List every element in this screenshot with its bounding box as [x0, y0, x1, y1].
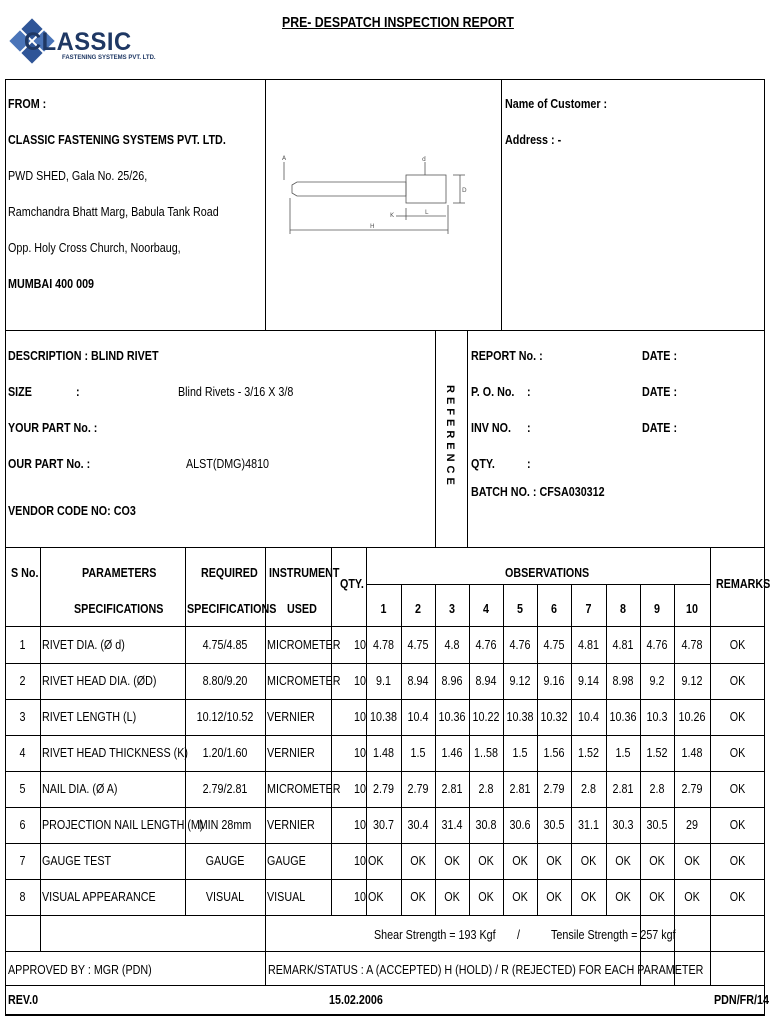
row-spec: 2.79/2.81 [202, 782, 248, 796]
row-parameter: RIVET DIA. (Ø d) [42, 638, 125, 652]
obs-cell: OK [615, 890, 631, 904]
obs-cell: 4.78 [373, 638, 394, 652]
obs-cell: 10.3 [646, 710, 668, 724]
obs-cell: OK [684, 890, 700, 904]
row-remark: OK [729, 638, 746, 652]
row-parameter: NAIL DIA. (Ø A) [42, 782, 118, 796]
row-instrument: VERNIER [267, 746, 315, 760]
obs-col-number: 5 [517, 602, 523, 616]
row-remark: OK [729, 890, 746, 904]
from-address-line-1: PWD SHED, Gala No. 25/26, [8, 169, 148, 183]
qty-label: QTY. [471, 457, 495, 471]
customer-address-label: Address : - [505, 133, 562, 147]
row-sno: 7 [19, 854, 26, 868]
obs-cell: 9.2 [649, 674, 665, 688]
obs-cell: 2.8 [581, 782, 596, 796]
shear-strength: Shear Strength = 193 Kgf [374, 928, 496, 942]
row-parameter: RIVET HEAD THICKNESS (K) [42, 746, 188, 760]
obs-col-number: 1 [380, 602, 387, 616]
obs-cell: 30.6 [509, 818, 531, 832]
tensile-strength: Tensile Strength = 257 kgf [551, 928, 676, 942]
row-instrument: VISUAL [267, 890, 306, 904]
row-instrument: MICROMETER [267, 638, 341, 652]
obs-cell: 2.79 [407, 782, 429, 796]
obs-cell: OK [580, 890, 597, 904]
inv-date: DATE : [642, 421, 678, 435]
vendor-code: VENDOR CODE NO: CO3 [8, 504, 136, 518]
row-instrument: VERNIER [267, 710, 315, 724]
reference-label: REFERENCE [444, 385, 456, 489]
obs-cell: 4.76 [509, 638, 531, 652]
obs-cell: 10.36 [609, 710, 637, 724]
obs-cell: 2.79 [373, 782, 394, 796]
row-qty: 10 [354, 890, 366, 904]
obs-cell: 1.5 [615, 746, 631, 760]
obs-cell: 8.94 [475, 674, 497, 688]
obs-cell: 4.81 [578, 638, 599, 652]
obs-cell: OK [410, 890, 426, 904]
from-company-name: CLASSIC FASTENING SYSTEMS PVT. LTD. [8, 133, 226, 147]
qty-colon: : [527, 457, 531, 471]
batch-no: BATCH NO. : CFSA030312 [471, 485, 605, 499]
obs-col-number: 6 [551, 602, 557, 616]
obs-cell: 4.8 [444, 638, 460, 652]
obs-cell: OK [368, 854, 384, 868]
obs-cell: 9.14 [578, 674, 599, 688]
remark-status: REMARK/STATUS : A (ACCEPTED) H (HOLD) / R (REJECTED) FOR EACH PARAMETER [268, 963, 704, 977]
row-sno: 8 [19, 890, 26, 904]
col-required-spec: SPECIFICATIONS [187, 602, 277, 616]
obs-cell: 10.32 [540, 710, 568, 724]
obs-cell: 4.76 [475, 638, 497, 652]
row-spec: VISUAL [205, 890, 245, 904]
row-instrument: MICROMETER [267, 782, 341, 796]
col-sno: S No. [11, 566, 39, 580]
po-date: DATE : [642, 385, 678, 399]
obs-cell: 10.4 [407, 710, 429, 724]
customer-name-label: Name of Customer : [505, 97, 608, 111]
obs-cell: 2.79 [681, 782, 703, 796]
obs-col-number: 7 [585, 602, 592, 616]
our-part-label: OUR PART No. : [8, 457, 91, 471]
rivet-diagram-icon [270, 150, 495, 245]
obs-col-number: 8 [620, 602, 626, 616]
logo-text: CLASSIC [24, 28, 132, 56]
obs-cell: 9.1 [376, 674, 391, 688]
obs-col-number: 4 [483, 602, 489, 616]
row-sno: 3 [19, 710, 26, 724]
obs-cell: 4.81 [612, 638, 634, 652]
from-address-line-3: Opp. Holy Cross Church, Noorbaug, [8, 241, 181, 255]
obs-cell: 2.81 [509, 782, 531, 796]
row-sno: 4 [19, 746, 26, 760]
rivet-drawing [270, 150, 495, 245]
description: DESCRIPTION : BLIND RIVET [8, 349, 159, 363]
obs-cell: 4.75 [407, 638, 429, 652]
row-parameter: PROJECTION NAIL LENGTH (M) [42, 818, 204, 832]
obs-cell: 10.22 [472, 710, 500, 724]
size-value: Blind Rivets - 3/16 X 3/8 [178, 385, 294, 399]
row-remark: OK [729, 818, 746, 832]
from-label: FROM : [8, 97, 47, 111]
obs-cell: 9.12 [681, 674, 703, 688]
form-date: 15.02.2006 [329, 993, 383, 1007]
row-remark: OK [729, 710, 746, 724]
obs-cell: OK [546, 890, 562, 904]
row-instrument: VERNIER [267, 818, 315, 832]
obs-cell: OK [478, 854, 494, 868]
row-sno: 1 [19, 638, 26, 652]
page-title: PRE- DESPATCH INSPECTION REPORT [282, 14, 514, 31]
obs-cell: OK [684, 854, 700, 868]
obs-col-number: 9 [654, 602, 660, 616]
col-parameters-spec: SPECIFICATIONS [74, 602, 164, 616]
row-spec: 8.80/9.20 [202, 674, 248, 688]
row-qty: 10 [354, 638, 366, 652]
col-remarks: REMARKS [716, 577, 770, 591]
obs-cell: OK [368, 890, 384, 904]
obs-cell: OK [512, 854, 528, 868]
row-qty: 10 [354, 782, 366, 796]
obs-cell: 2.81 [441, 782, 463, 796]
obs-cell: 1.46 [441, 746, 463, 760]
obs-cell: 1.48 [681, 746, 703, 760]
obs-cell: 2.81 [612, 782, 634, 796]
po-no: P. O. No. [471, 385, 515, 399]
row-instrument: MICROMETER [267, 674, 341, 688]
obs-cell: 31.4 [441, 818, 463, 832]
obs-cell: 10.38 [370, 710, 397, 724]
obs-cell: 10.26 [678, 710, 706, 724]
obs-cell: 8.96 [441, 674, 463, 688]
row-sno: 5 [19, 782, 26, 796]
obs-cell: 30.5 [543, 818, 565, 832]
inv-no: INV NO. [471, 421, 512, 435]
row-qty: 10 [354, 818, 366, 832]
drawing-label-A: A [282, 155, 287, 162]
row-spec: 10.12/10.52 [196, 710, 254, 724]
our-part-value: ALST(DMG)4810 [186, 457, 270, 471]
row-remark: OK [729, 854, 746, 868]
from-address-line-2: Ramchandra Bhatt Marg, Babula Tank Road [8, 205, 219, 219]
obs-col-number: 3 [449, 602, 455, 616]
obs-cell: 10.36 [438, 710, 466, 724]
obs-cell: 2.8 [478, 782, 494, 796]
obs-cell: 8.98 [612, 674, 634, 688]
logo-subtext: FASTENING SYSTEMS PVT. LTD. [62, 55, 156, 61]
obs-cell: OK [444, 890, 460, 904]
row-qty: 10 [354, 746, 366, 760]
obs-cell: OK [649, 890, 665, 904]
drawing-label-D: D [462, 187, 467, 194]
drawing-label-H: H [370, 223, 375, 230]
obs-cell: 30.5 [646, 818, 668, 832]
obs-cell: 10.4 [578, 710, 599, 724]
col-instrument-used: USED [287, 602, 317, 616]
obs-cell: 30.8 [475, 818, 497, 832]
obs-cell: 30.7 [373, 818, 394, 832]
obs-cell: OK [444, 854, 460, 868]
obs-cell: 10.38 [506, 710, 534, 724]
obs-cell: 9.16 [543, 674, 565, 688]
obs-cell: OK [649, 854, 665, 868]
row-sno: 6 [19, 818, 26, 832]
report-date: DATE : [642, 349, 678, 363]
drawing-label-d: d [422, 156, 426, 163]
obs-cell: 1.48 [373, 746, 394, 760]
obs-cell: 1.56 [543, 746, 565, 760]
obs-cell: 1.52 [578, 746, 599, 760]
size-label: SIZE [8, 385, 32, 399]
col-qty: QTY. [340, 577, 364, 591]
po-colon: : [527, 385, 531, 399]
row-spec: MIN 28mm [198, 818, 252, 832]
col-observations: OBSERVATIONS [505, 566, 590, 580]
obs-col-number: 2 [415, 602, 421, 616]
your-part-no: YOUR PART No. : [8, 421, 98, 435]
obs-cell: 4.75 [543, 638, 565, 652]
obs-cell: 30.3 [612, 818, 634, 832]
row-spec: 1.20/1.60 [202, 746, 248, 760]
row-parameter: RIVET HEAD DIA. (ØD) [42, 674, 157, 688]
row-parameter: VISUAL APPEARANCE [42, 890, 156, 904]
obs-cell: 1.5 [512, 746, 528, 760]
obs-cell: OK [410, 854, 426, 868]
row-remark: OK [729, 746, 746, 760]
obs-cell: 29 [686, 818, 698, 832]
row-spec: GAUGE [205, 854, 245, 868]
size-colon: : [76, 385, 80, 399]
row-instrument: GAUGE [267, 854, 306, 868]
obs-cell: 2.8 [649, 782, 665, 796]
obs-cell: 1.52 [646, 746, 668, 760]
revision: REV.0 [8, 993, 39, 1007]
document-number: PDN/FR/14 [714, 993, 769, 1007]
obs-cell: 31.1 [578, 818, 599, 832]
strength-separator: / [517, 928, 520, 942]
col-required: REQUIRED [201, 566, 258, 580]
inv-colon: : [527, 421, 531, 435]
obs-cell: 1.5 [410, 746, 426, 760]
row-remark: OK [729, 674, 746, 688]
col-instrument: INSTRUMENT [269, 566, 340, 580]
row-sno: 2 [19, 674, 26, 688]
from-city: MUMBAI 400 009 [8, 277, 95, 291]
row-qty: 10 [354, 854, 366, 868]
row-qty: 10 [354, 710, 366, 724]
obs-cell: 4.76 [646, 638, 668, 652]
obs-cell: 8.94 [407, 674, 429, 688]
drawing-label-K: K [390, 212, 394, 219]
obs-col-number: 10 [686, 602, 698, 616]
approved-by: APPROVED BY : MGR (PDN) [8, 963, 152, 977]
obs-cell: 2.79 [543, 782, 565, 796]
obs-cell: OK [512, 890, 528, 904]
row-parameter: RIVET LENGTH (L) [42, 710, 137, 724]
col-parameters: PARAMETERS [82, 566, 157, 580]
row-remark: OK [729, 782, 746, 796]
row-spec: 4.75/4.85 [202, 638, 248, 652]
obs-cell: OK [478, 890, 494, 904]
row-parameter: GAUGE TEST [42, 854, 112, 868]
report-no: REPORT No. : [471, 349, 543, 363]
obs-cell: 1..58 [474, 746, 498, 760]
obs-cell: 30.4 [407, 818, 429, 832]
drawing-label-L: L [425, 209, 429, 216]
obs-cell: OK [546, 854, 562, 868]
obs-cell: 9.12 [509, 674, 531, 688]
obs-cell: OK [580, 854, 597, 868]
row-qty: 10 [354, 674, 366, 688]
obs-cell: 4.78 [681, 638, 703, 652]
obs-cell: OK [615, 854, 631, 868]
